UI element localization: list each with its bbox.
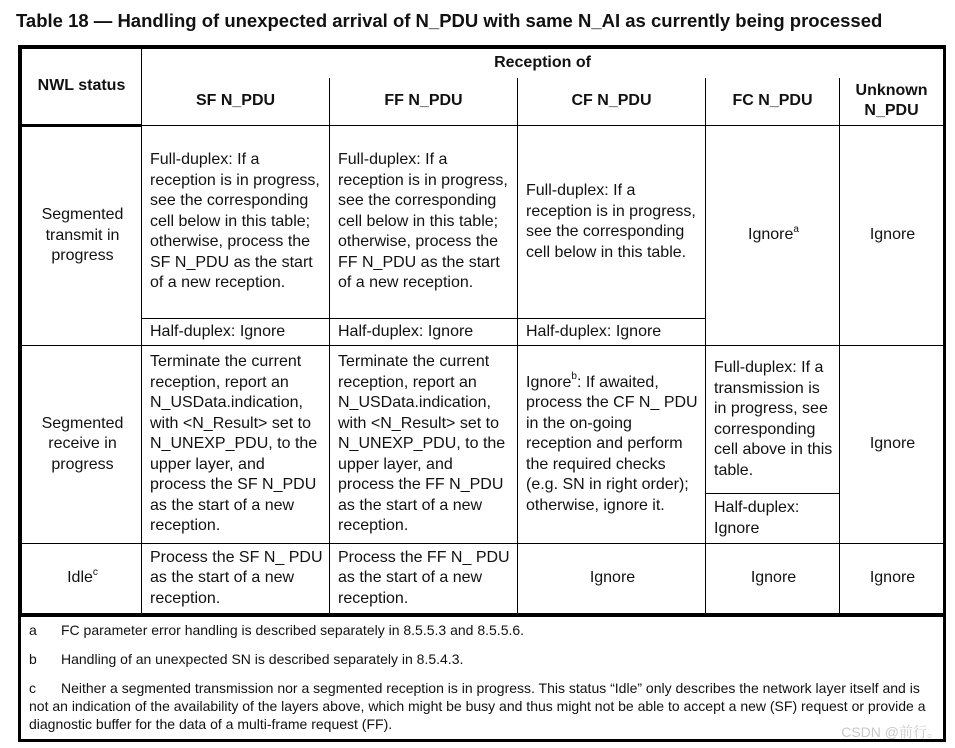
header-sf-npdu: SF N_PDU [142,78,330,126]
cell-idle-unknown: Ignore [840,544,944,614]
cell-receive-cf [518,346,706,544]
status-segmented-receive: Segmented receive in progress [22,346,142,544]
cell-receive-cf-rest: : If awaited, process the CF N_ PDU in the on-going reception and perform the required checks (e.g. SN in right order); otherwise, ignore it. [526,373,698,514]
footnote-a-mark: a [29,622,37,638]
cell-idle-cf: Ignore [518,544,706,614]
footnote-b-text: Handling of an unexpected SN is described separately in 8.5.4.3. [61,651,464,667]
handling-table [21,48,944,614]
cell-idle-sf: Process the SF N_ PDU as the start of a new reception. [142,544,330,614]
footnote-b-mark: b [29,651,37,667]
cell-transmit-fc [706,126,840,346]
cell-transmit-cf-full: Full-duplex: If a reception is in progress, see the corresponding cell below in this table. [518,126,706,319]
footnote-c-text: Neither a segmented transmission nor a segmented reception is in progress. This status “Idle” only describes the network layer itself and is not an indication of the availability of the layers above, which might be busy and thus might not be able to accept a new (SF) request or provide a diagnostic buffer for the data of a multi-frame request (FF). [29,680,926,732]
footnote-ref-c: c [92,566,98,578]
cell-receive-fc-full: Full-duplex: If a transmission is in progress, see corresponding cell above in this table. [706,346,840,494]
status-idle-text: Idle [67,569,93,587]
cell-transmit-sf-full: Full-duplex: If a reception is in progress, see the corresponding cell below in this table; otherwise, process the SF N_PDU as the start of a new reception. [142,126,330,319]
footnotes [21,614,943,739]
cell-idle-ff: Process the FF N_ PDU as the start of a new reception. [330,544,518,614]
footnote-a [29,621,935,639]
cell-transmit-ff-full: Full-duplex: If a reception is in progress, see the corresponding cell below in this table; otherwise, process the FF N_PDU as the start of a new reception. [330,126,518,319]
footnote-b [29,650,935,668]
cell-transmit-ff-half: Half-duplex: Ignore [330,319,518,346]
status-idle [22,544,142,614]
watermark: CSDN @前行。 [841,724,941,740]
cell-receive-unknown: Ignore [840,346,944,544]
header-cf-npdu: CF N_PDU [518,78,706,126]
header-reception-of: Reception of [142,49,944,78]
cell-receive-fc-half: Half-duplex: Ignore [706,494,840,544]
cell-transmit-sf-half: Half-duplex: Ignore [142,319,330,346]
header-nwl-status: NWL status [22,49,142,126]
header-ff-npdu: FF N_PDU [330,78,518,126]
footnote-c-mark: c [29,680,36,696]
cell-receive-cf-prefix: Ignore [526,373,572,391]
footnote-ref-a: a [793,223,799,235]
cell-transmit-fc-text: Ignore [748,226,794,244]
footnote-a-text: FC parameter error handling is described separately in 8.5.5.3 and 8.5.5.6. [61,622,525,638]
footnote-c [29,679,935,733]
table-title: Table 18 — Handling of unexpected arrival of N_PDU with same N_AI as currently being processed [16,10,883,31]
cell-transmit-unknown: Ignore [840,126,944,346]
footnote-ref-b: b [571,371,577,383]
status-segmented-transmit: Segmented transmit in progress [22,126,142,346]
cell-receive-ff: Terminate the current reception, report an N_USData.indication, with <N_Result> set to N_UNEXP_PDU, to the upper layer, and process the FF N_PDU as the start of a new reception. [330,346,518,544]
header-fc-npdu: FC N_PDU [706,78,840,126]
cell-transmit-cf-half: Half-duplex: Ignore [518,319,706,346]
table-container [18,45,946,742]
header-unknown-npdu: Unknown N_PDU [840,78,944,126]
cell-receive-sf: Terminate the current reception, report an N_USData.indication, with <N_Result> set to N_UNEXP_PDU, to the upper layer, and process the SF N_PDU as the start of a new reception. [142,346,330,544]
cell-idle-fc: Ignore [706,544,840,614]
